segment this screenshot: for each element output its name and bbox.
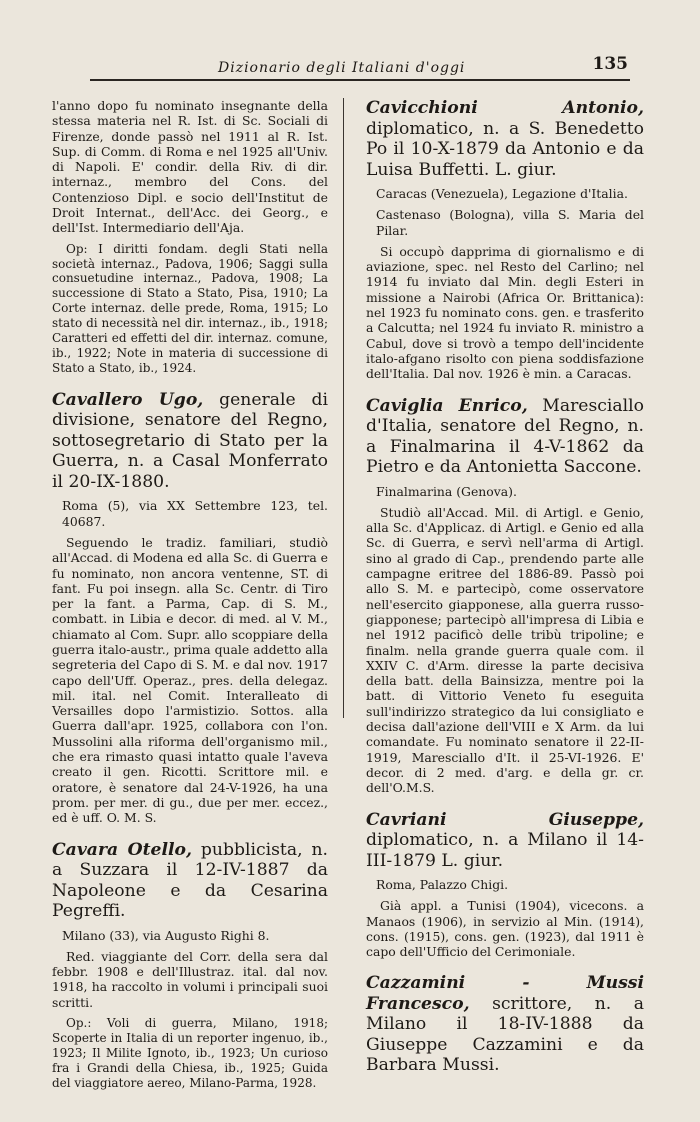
entry-description: pubblicista, n. a Suzzara il 12-IV-1887 da Napoleone e da Cesarina Pegreffi. [52,839,329,922]
entry-cazzamini-mussi [366,973,644,1076]
entry-cavara [52,840,328,1091]
entry-address: Castenaso (Bologna), villa S. Maria del Pilar. [376,207,644,238]
running-title: Dizionario degli Italiani d'oggi [218,60,466,76]
entry-address: Roma, Palazzo Chigi. [376,877,509,892]
entry-heading [52,840,328,922]
entry-biography: Studiò all'Accad. Mil. di Artigl. e Genio, alla Sc. d'Applicaz. di Artigl. e Genio ed alla Sc. di Guerra, e servì nell'arma di Artigl. sino al grado di Cap., prendendo parte alle campagne eritree del 1886-89. Passò poi allo S. M. e partecipò, come osservatore nell'esercito giapponese, alla guerra russo-giapponese; partecipò all'impresa di Libia e nel 1912 pacificò delle tribù tripoline; e finalm. nella grande guerra quale com. il XXIV C. d'Arm. diresse la parte decisiva della batt. della Bainsizza, mentre poi la batt. di Vittorio Veneto fu eseguita sull'indirizzo strategico da lui consigliato e decisa dall'azione dell'VIII e X Arm. da lui comandate. Fu nominato senatore il 22-II-1919, Maresciallo d'It. il 25-VI-1926. E' decor. di 2 med. d'arg. e della gr. cr. dell'O.M.S. [366,504,644,796]
entry-name: Cazzamini - Mussi Francesco, [366,973,644,1014]
entry-name: Caviglia Enrico, [366,395,528,416]
entry-heading [366,810,644,872]
header-rule [90,79,630,81]
entry-address: Milano (33), via Augusto Righi 8. [62,927,270,943]
entry-biography: Red. viaggiante del Corr. della sera dal febbr. 1908 e dell'Illustraz. ital. dal nov. 1918, ha raccolto in volumi i principali suoi scritti. [52,948,328,1010]
page-number: 135 [592,54,628,74]
entry-biography: Già appl. a Tunisi (1904), vicecons. a Manaos (1906), in servizio al Min. (1914), cons. (1915), cons. gen. (1923), dal 1911 è capo dell'Ufficio del Cerimoniale. [366,898,644,960]
entry-works: Op.: Voli di guerra, Milano, 1918; Scoperte in Italia di un reporter ingenuo, ib., 1923; Il Milite Ignoto, ib., 1923; Un curioso fra i Grandi della Chiesa, ib., 1925; Guida del viaggiatore aereo, Milano-Parma, 1928. [52,1016,328,1090]
entry-heading [366,98,644,180]
entry-cavriani [366,810,644,960]
entry-description: scrittore, n. a Milano il 18-IV-1888 da Giuseppe Cazzamini e da Barbara Mussi. [366,993,644,1076]
entry-heading [366,396,644,478]
running-header [210,52,630,82]
entry-description: Maresciallo d'Italia, senatore del Regno, n. a Finalmarina il 4-V-1862 da Pietro e da Antonietta Saccone. [366,395,645,478]
entry-heading [52,390,328,493]
entry-name: Cavicchioni Antonio, [366,98,644,118]
entry-cavicchioni [366,98,644,382]
entry-biography: Seguendo le tradiz. familiari, studiò all'Accad. di Modena ed alla Sc. di Guerra e fu nominato, non ancora ventenne, ST. di fant. Fu poi insegn. alla Sc. Centr. di Tiro per la fant. a Parma, Cap. di S. M., combatt. in Libia e decor. di med. al V. M., chiamato al Com. Supr. allo scoppiare della guerra italo-austr., prima quale addetto alla segreteria del Capo di S. M. e dal nov. 1917 capo dell'Uff. Operaz., pres. della delegaz. mil. ital. nel Comit. Interalleato di Versailles dopo l'armistizio. Sottos. alla Guerra dall'apr. 1925, collabora con l'on. Mussolini alla riforma dell'organismo mil., che era rimasto quasi intatto quale l'aveva creato il gen. Ricotti. Scrittore mil. e oratore, è senatore dal 24-V-1926, ha una prom. per mer. di gu., due per mer. eccez., ed è uff. O. M. S. [52,534,328,826]
entry-name: Cavallero Ugo, [52,389,204,410]
entry-cavallero [52,390,328,826]
entry-biography: Si occupò dapprima di giornalismo e di aviazione, spec. nel Resto del Carlino; nel 1914 fu inviato dal Min. degli Esteri in missione a Nairobi (Africa Or. Brittanica): nel 1923 fu nominato cons. gen. e trasferito a Calcutta; nel 1924 fu inviato R. ministro a Cabul, dove si trovò a tempo dell'incidente italo-afgano risolto con piena soddisfazione dell'Italia. Dal nov. 1926 è min. a Caracas. [366,243,644,382]
entry-description: diplomatico, n. a S. Benedetto Po il 10-X-1879 da Antonio e da Luisa Buffetti. L. giur. [366,118,644,180]
entry-address: Finalmarina (Genova). [376,483,517,499]
right-column [366,98,644,1076]
entry-caviglia [366,396,644,796]
entry-heading [366,973,644,1076]
continued-entry-works: Op: I diritti fondam. degli Stati nella società internaz., Padova, 1906; Saggi sulla consuetudine internaz., Padova, 1908; La successione di Stato a Stato, Pisa, 1910; La Corte internaz. delle prede, Roma, 1915; Lo stato di necessità nel dir. internaz., ib., 1918; Caratteri ed effetti del dir. internaz. comune, ib., 1922; Note in materia di successione di Stato a Stato, ib., 1924. [52,241,328,375]
entry-address: Roma (5), via XX Settembre 123, tel. 40687. [62,498,328,529]
continued-entry-text: l'anno dopo fu nominato insegnante della stessa materia nel R. Ist. di Sc. Sociali di Firenze, donde passò nel 1911 al R. Ist. Sup. di Comm. di Roma e nel 1925 all'Univ. di Napoli. E' condir. della Riv. di dir. internaz., membro del Cons. del Contenzioso Dipl. e socio dell'Institut de Droit Internat., dell'Acc. dei Georg., e dell'Ist. Intermediario dell'Aja. [52,98,328,236]
entry-name: Cavara Otello, [52,839,192,860]
entry-description: diplomatico, n. a Milano il 14-III-1879 L. giur. [366,830,644,871]
entry-description: generale di divisione, senatore del Regno, sottosegretario di Stato per la Guerra, n. a Casal Monferrato il 20-IX-1880. [52,389,328,492]
entry-address: Caracas (Venezuela), Legazione d'Italia. [376,186,628,201]
column-divider [343,98,344,718]
left-column [52,98,328,1091]
entry-name: Cavriani Giuseppe, [366,809,644,830]
